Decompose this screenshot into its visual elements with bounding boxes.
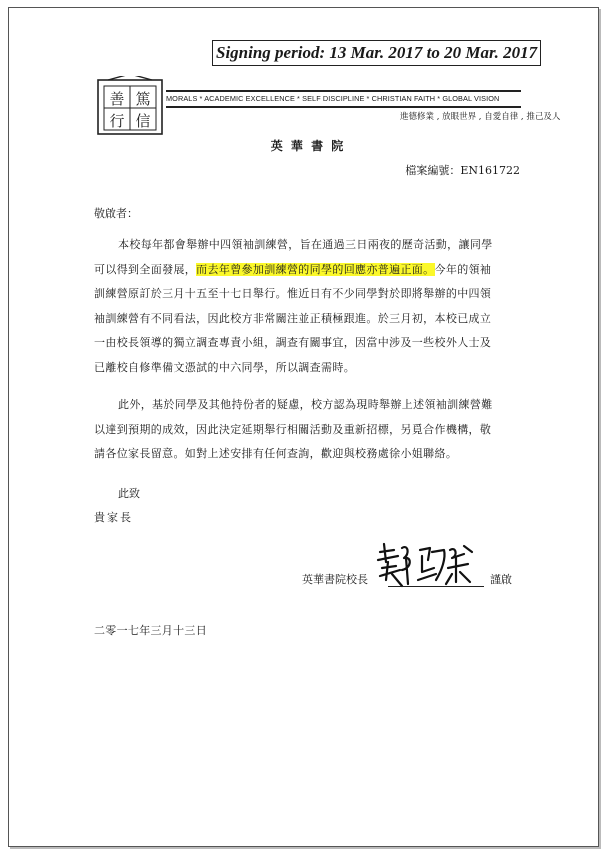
paragraph-1 — [94, 233, 520, 380]
signature-closing: 謹啟 — [490, 573, 512, 586]
signature-line — [388, 586, 484, 587]
para1-line-6: 已離校自修準備文憑試的中六同學，所以調查需時。 — [94, 360, 356, 374]
logo-char-1: 善 — [109, 90, 125, 108]
salutation: 敬啟者： — [94, 207, 138, 220]
para1-line-2-end: 今年的領袖 — [434, 262, 492, 276]
motto-chinese: 進德修業 , 放眼世界 , 自愛自律 , 推己及人 — [400, 112, 561, 122]
para2-line-3: 請各位家長留意。如對上述安排有任何查詢，歡迎與校務處徐小姐聯絡。 — [94, 447, 458, 460]
highlighted-text: 而去年曾參加訓練營的同學的回應亦普遍正面。 — [196, 262, 435, 276]
school-name-heading: 英 華 書 院 — [270, 139, 346, 153]
principal-signature — [372, 540, 492, 592]
para1-line-1: 本校每年都會舉辦中四領袖訓練營，旨在通過三日兩夜的歷奇活動，讓同學 — [118, 238, 493, 251]
letter-date: 二零一七年三月十三日 — [94, 624, 207, 637]
header-rule-top — [166, 90, 521, 92]
signing-period-box: Signing period: 13 Mar. 2017 to 20 Mar. 2017 — [212, 40, 541, 66]
closing-greeting: 此致 — [118, 487, 140, 500]
logo-char-2: 篤 — [135, 90, 151, 108]
motto-english: MORALS * ACADEMIC EXCELLENCE * SELF DISCIPLINE * CHRISTIAN FAITH * GLOBAL VISION — [166, 94, 500, 103]
paragraph-2 — [94, 393, 520, 467]
para1-line-3: 訓練營原訂於三月十五至十七日舉行。惟近日有不少同學對於即將舉辦的中四領 — [94, 287, 492, 300]
para1-line-2-start: 可以得到全面發展， — [94, 262, 197, 276]
logo-char-4: 信 — [135, 112, 151, 130]
para1-line-4: 袖訓練營有不同看法，因此校方非常關注並正積極跟進。於三月初，本校已成立 — [94, 311, 492, 325]
closing-recipient: 貴家長 — [94, 511, 133, 524]
para1-line-5: 一由校長領導的獨立調查專責小組，調查有關事宜，因當中涉及一些校外人士及 — [94, 336, 492, 349]
signature-label: 英華書院校長 — [302, 573, 368, 586]
para2-line-1: 此外，基於同學及其他持份者的疑慮，校方認為現時舉辦上述領袖訓練營難 — [118, 398, 493, 411]
para2-line-2: 以達到預期的成效，因此決定延期舉行相關活動及重新招標，另覓合作機構，敬 — [94, 422, 492, 436]
logo-char-3: 行 — [109, 112, 125, 130]
file-number: 檔案編號：EN161722 — [405, 164, 520, 177]
school-crest-logo — [94, 76, 166, 138]
header-rule-bottom — [166, 106, 521, 108]
para1-line-2 — [94, 258, 520, 283]
